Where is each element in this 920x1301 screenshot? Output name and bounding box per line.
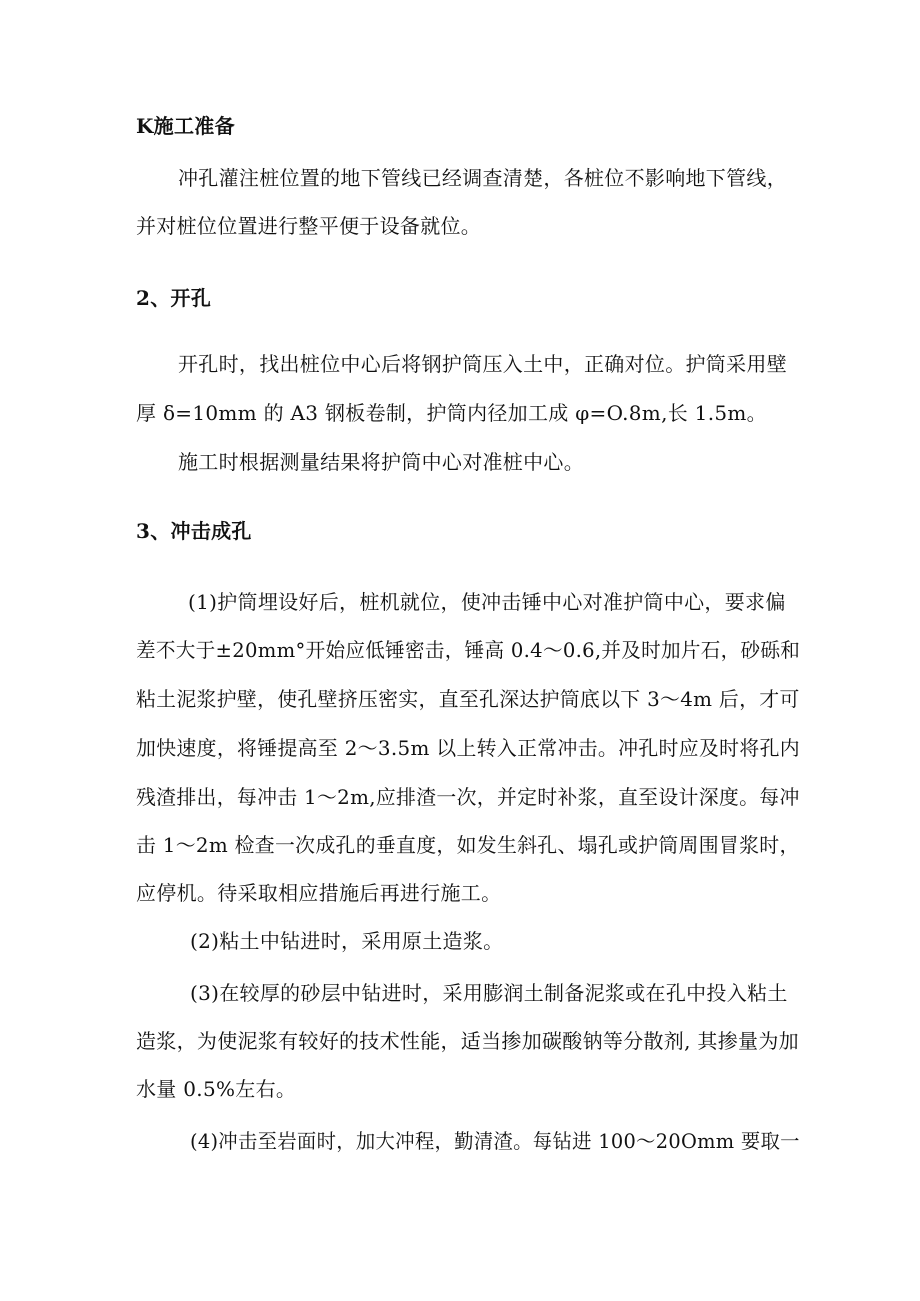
section-2-line-2: 厚 δ=10mm 的 A3 钢板卷制，护筒内径加工成 φ=O.8m,长 1.5m。 xyxy=(136,401,767,425)
section-2-heading: 2、开孔 xyxy=(136,286,212,310)
section-3-line-8: (2)粘土中钻进时，采用原土造浆。 xyxy=(190,929,504,953)
section-3-line-7: 应停机。待采取相应措施后再进行施工。 xyxy=(136,881,502,905)
section-2-line-1: 开孔时，找出桩位中心后将钢护筒压入土中，正确对位。护筒采用壁 xyxy=(178,352,787,376)
section-3-heading: 3、冲击成孔 xyxy=(136,519,252,543)
section-3-line-11: 水量 0.5%左右。 xyxy=(136,1077,297,1101)
section-3-line-10: 造浆，为使泥浆有较好的技术性能，适当掺加碳酸钠等分散剂, 其掺量为加 xyxy=(136,1029,799,1053)
section-3-line-6: 击 1～2m 检查一次成孔的垂直度，如发生斜孔、塌孔或护筒周围冒浆时， xyxy=(136,833,800,857)
section-1-line-1: 冲孔灌注桩位置的地下管线已经调查清楚，各桩位不影响地下管线， xyxy=(178,166,787,190)
section-2-line-3: 施工时根据测量结果将护筒中心对准桩中心。 xyxy=(178,450,584,474)
section-1-line-2: 并对桩位位置进行整平便于设备就位。 xyxy=(136,214,482,238)
section-3-line-3: 粘土泥浆护壁，使孔壁挤压密实，直至孔深达护筒底以下 3～4m 后，才可 xyxy=(136,687,800,711)
section-3-line-1: (1)护筒埋设好后，桩机就位，使冲击锤中心对准护筒中心，要求偏 xyxy=(188,590,786,614)
section-3-line-4: 加快速度，将锤提高至 2～3.5m 以上转入正常冲击。冲孔时应及时将孔内 xyxy=(136,736,801,760)
section-3-line-9: (3)在较厚的砂层中钻进时，采用膨润土制备泥浆或在孔中投入粘土 xyxy=(190,981,788,1005)
section-3-line-12: (4)冲击至岩面时，加大冲程，勤清渣。每钻进 100～20Omm 要取一 xyxy=(190,1129,800,1153)
section-3-line-5: 残渣排出，每冲击 1～2m,应排渣一次，并定时补浆，直至设计深度。每冲 xyxy=(136,785,800,809)
section-1-heading: K施工准备 xyxy=(136,114,235,138)
section-3-line-2: 差不大于±20mm°开始应低锤密击，锤高 0.4～0.6,并及时加片石，砂砾和 xyxy=(136,638,801,662)
